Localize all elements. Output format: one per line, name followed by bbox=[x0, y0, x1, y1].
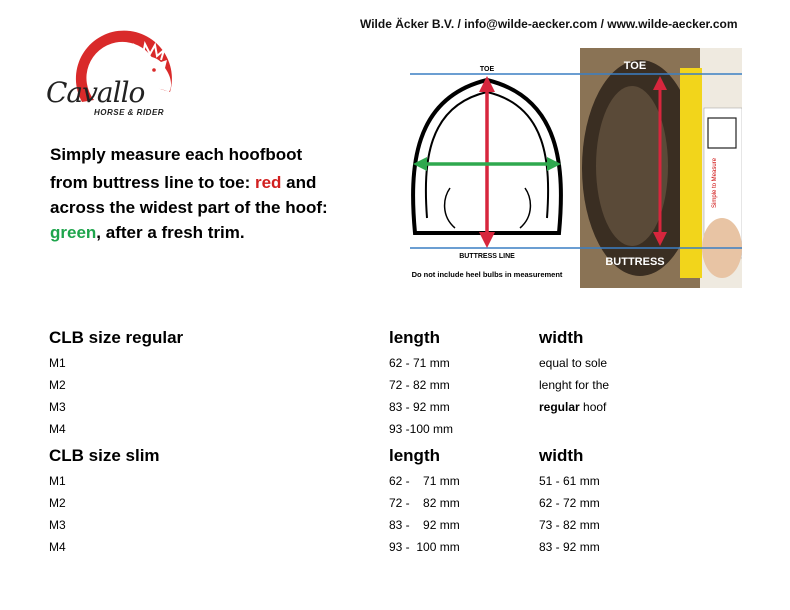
length-cell: 93 - 100 mm bbox=[389, 540, 460, 554]
instruction-body bbox=[50, 170, 370, 245]
size-cell: M4 bbox=[49, 540, 66, 554]
card-text: Simple to Measure bbox=[712, 157, 718, 208]
length-arrow-head-top bbox=[479, 76, 495, 92]
size-cell: M2 bbox=[49, 496, 66, 510]
regular-size-table bbox=[49, 326, 749, 440]
table-row bbox=[49, 492, 749, 514]
width-cell bbox=[539, 400, 606, 414]
green-keyword: green bbox=[50, 223, 97, 242]
slim-title: CLB size slim bbox=[49, 446, 160, 465]
hoof-measure-photo bbox=[580, 48, 742, 288]
width-cell: lenght for the bbox=[539, 378, 610, 392]
table-header bbox=[49, 326, 749, 352]
size-cell: M1 bbox=[49, 474, 66, 488]
photo-toe-label: TOE bbox=[623, 60, 647, 72]
length-cell: 72 - 82 mm bbox=[389, 496, 460, 510]
size-cell: M3 bbox=[49, 400, 66, 414]
logo-wordmark: Cavallo bbox=[46, 76, 145, 109]
length-header: length bbox=[389, 328, 440, 347]
instruction-line-3-rest: , after a fresh trim. bbox=[96, 223, 245, 242]
width-cell: 62 - 72 mm bbox=[539, 496, 600, 510]
slim-size-table bbox=[49, 444, 749, 558]
size-cell: M3 bbox=[49, 518, 66, 532]
width-header: width bbox=[539, 328, 584, 347]
measuring-tape bbox=[680, 68, 702, 278]
length-arrow-head-bottom bbox=[479, 232, 495, 248]
buttress-line-label: BUTTRESS LINE bbox=[459, 253, 515, 260]
width-cell: 73 - 82 mm bbox=[539, 518, 600, 532]
table-row bbox=[49, 514, 749, 536]
table-row bbox=[49, 418, 749, 440]
toe-label: TOE bbox=[479, 66, 495, 73]
width-cell: equal to sole bbox=[539, 356, 608, 370]
width-cell: 83 - 92 mm bbox=[539, 540, 600, 554]
size-cell: M4 bbox=[49, 422, 66, 436]
length-cell: 83 - 92 mm bbox=[389, 518, 460, 532]
table-header bbox=[49, 444, 749, 470]
width-cell: 51 - 61 mm bbox=[539, 474, 600, 488]
table-row bbox=[49, 396, 749, 418]
contact-line: Wilde Äcker B.V. / info@wilde-aecker.com / www.wilde-aecker.com bbox=[360, 17, 738, 31]
instruction-line-2-rest: and across the widest part of the hoof: bbox=[50, 173, 328, 217]
instruction-line-2: from buttress line to toe: bbox=[50, 173, 255, 192]
size-cell: M1 bbox=[49, 356, 66, 370]
table-row bbox=[49, 470, 749, 492]
length-cell: 62 - 71 mm bbox=[389, 356, 450, 370]
length-cell: 62 - 71 mm bbox=[389, 474, 460, 488]
logo-tagline: HORSE & RIDER bbox=[94, 108, 165, 117]
table-row bbox=[49, 374, 749, 396]
length-cell: 83 - 92 mm bbox=[389, 400, 450, 414]
hoof-diagram bbox=[405, 58, 580, 288]
photo-buttress-label: BUTTRESS bbox=[605, 256, 665, 268]
length-header: length bbox=[389, 446, 440, 465]
width-header: width bbox=[539, 446, 584, 465]
instruction-line-1: Simply measure each hoofboot bbox=[50, 145, 303, 164]
length-cell: 93 -100 mm bbox=[389, 422, 454, 436]
length-cell: 72 - 82 mm bbox=[389, 378, 450, 392]
cavallo-logo bbox=[42, 30, 192, 125]
heel-bulb-note: Do not include heel bulbs in measurement bbox=[411, 270, 563, 279]
red-keyword: red bbox=[254, 173, 282, 192]
measure-instructions bbox=[50, 142, 370, 245]
table-row bbox=[49, 352, 749, 374]
size-cell: M2 bbox=[49, 378, 66, 392]
regular-title: CLB size regular bbox=[49, 328, 184, 347]
width-cell-rest: hoof bbox=[579, 400, 607, 414]
table-row bbox=[49, 536, 749, 558]
regular-keyword: regular bbox=[539, 400, 580, 414]
